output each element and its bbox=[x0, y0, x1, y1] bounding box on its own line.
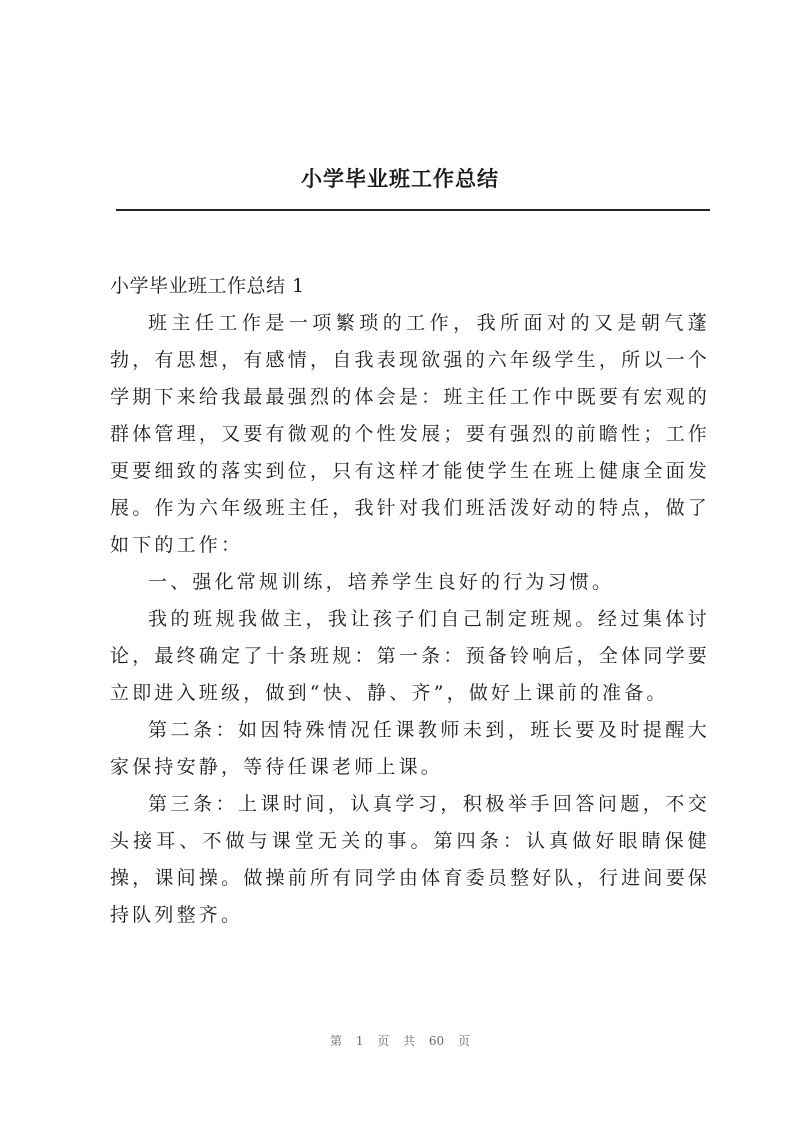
paragraph-subheading: 一、强化常规训练，培养学生良好的行为习惯。 bbox=[148, 571, 615, 593]
paragraph-class-rules: 我的班规我做主，我让孩子们自己制定班规。经过集体讨论，最终确定了十条班规：第一条：预备铃响后，全体同学要立即进入班级，做到“快、静、齐”，做好上课前的准备。 bbox=[110, 608, 710, 704]
page-footer: 第 1 页 共 60 页 bbox=[330, 1034, 470, 1048]
document-title: 小学毕业班工作总结 bbox=[301, 166, 499, 191]
paragraph-intro: 班主任工作是一项繁琐的工作，我所面对的又是朝气蓬勃，有思想，有感情，自我表现欲强的六年级学生，所以一个学期下来给我最最强烈的体会是：班主任工作中既要有宏观的群体管理，又要有微观的个性发展；要有强烈的前瞻性；工作更要细致的落实到位，只有这样才能使学生在班上健康全面发展。作为六年级班主任，我针对我们班活泼好动的特点，做了如下的工作： bbox=[110, 312, 710, 556]
section-heading: 小学毕业班工作总结 1 bbox=[110, 275, 305, 297]
title-underline bbox=[116, 209, 710, 211]
paragraph-rule-two: 第二条：如因特殊情况任课教师未到，班长要及时提醒大家保持安静，等待任课老师上课。 bbox=[110, 719, 710, 778]
paragraph-rule-three-four: 第三条：上课时间，认真学习，积极举手回答问题，不交头接耳、不做与课堂无关的事。第四条：认真做好眼睛保健操，课间操。做操前所有同学由体育委员整好队，行进间要保持队列整齐。 bbox=[110, 793, 710, 926]
document-body bbox=[110, 268, 710, 934]
